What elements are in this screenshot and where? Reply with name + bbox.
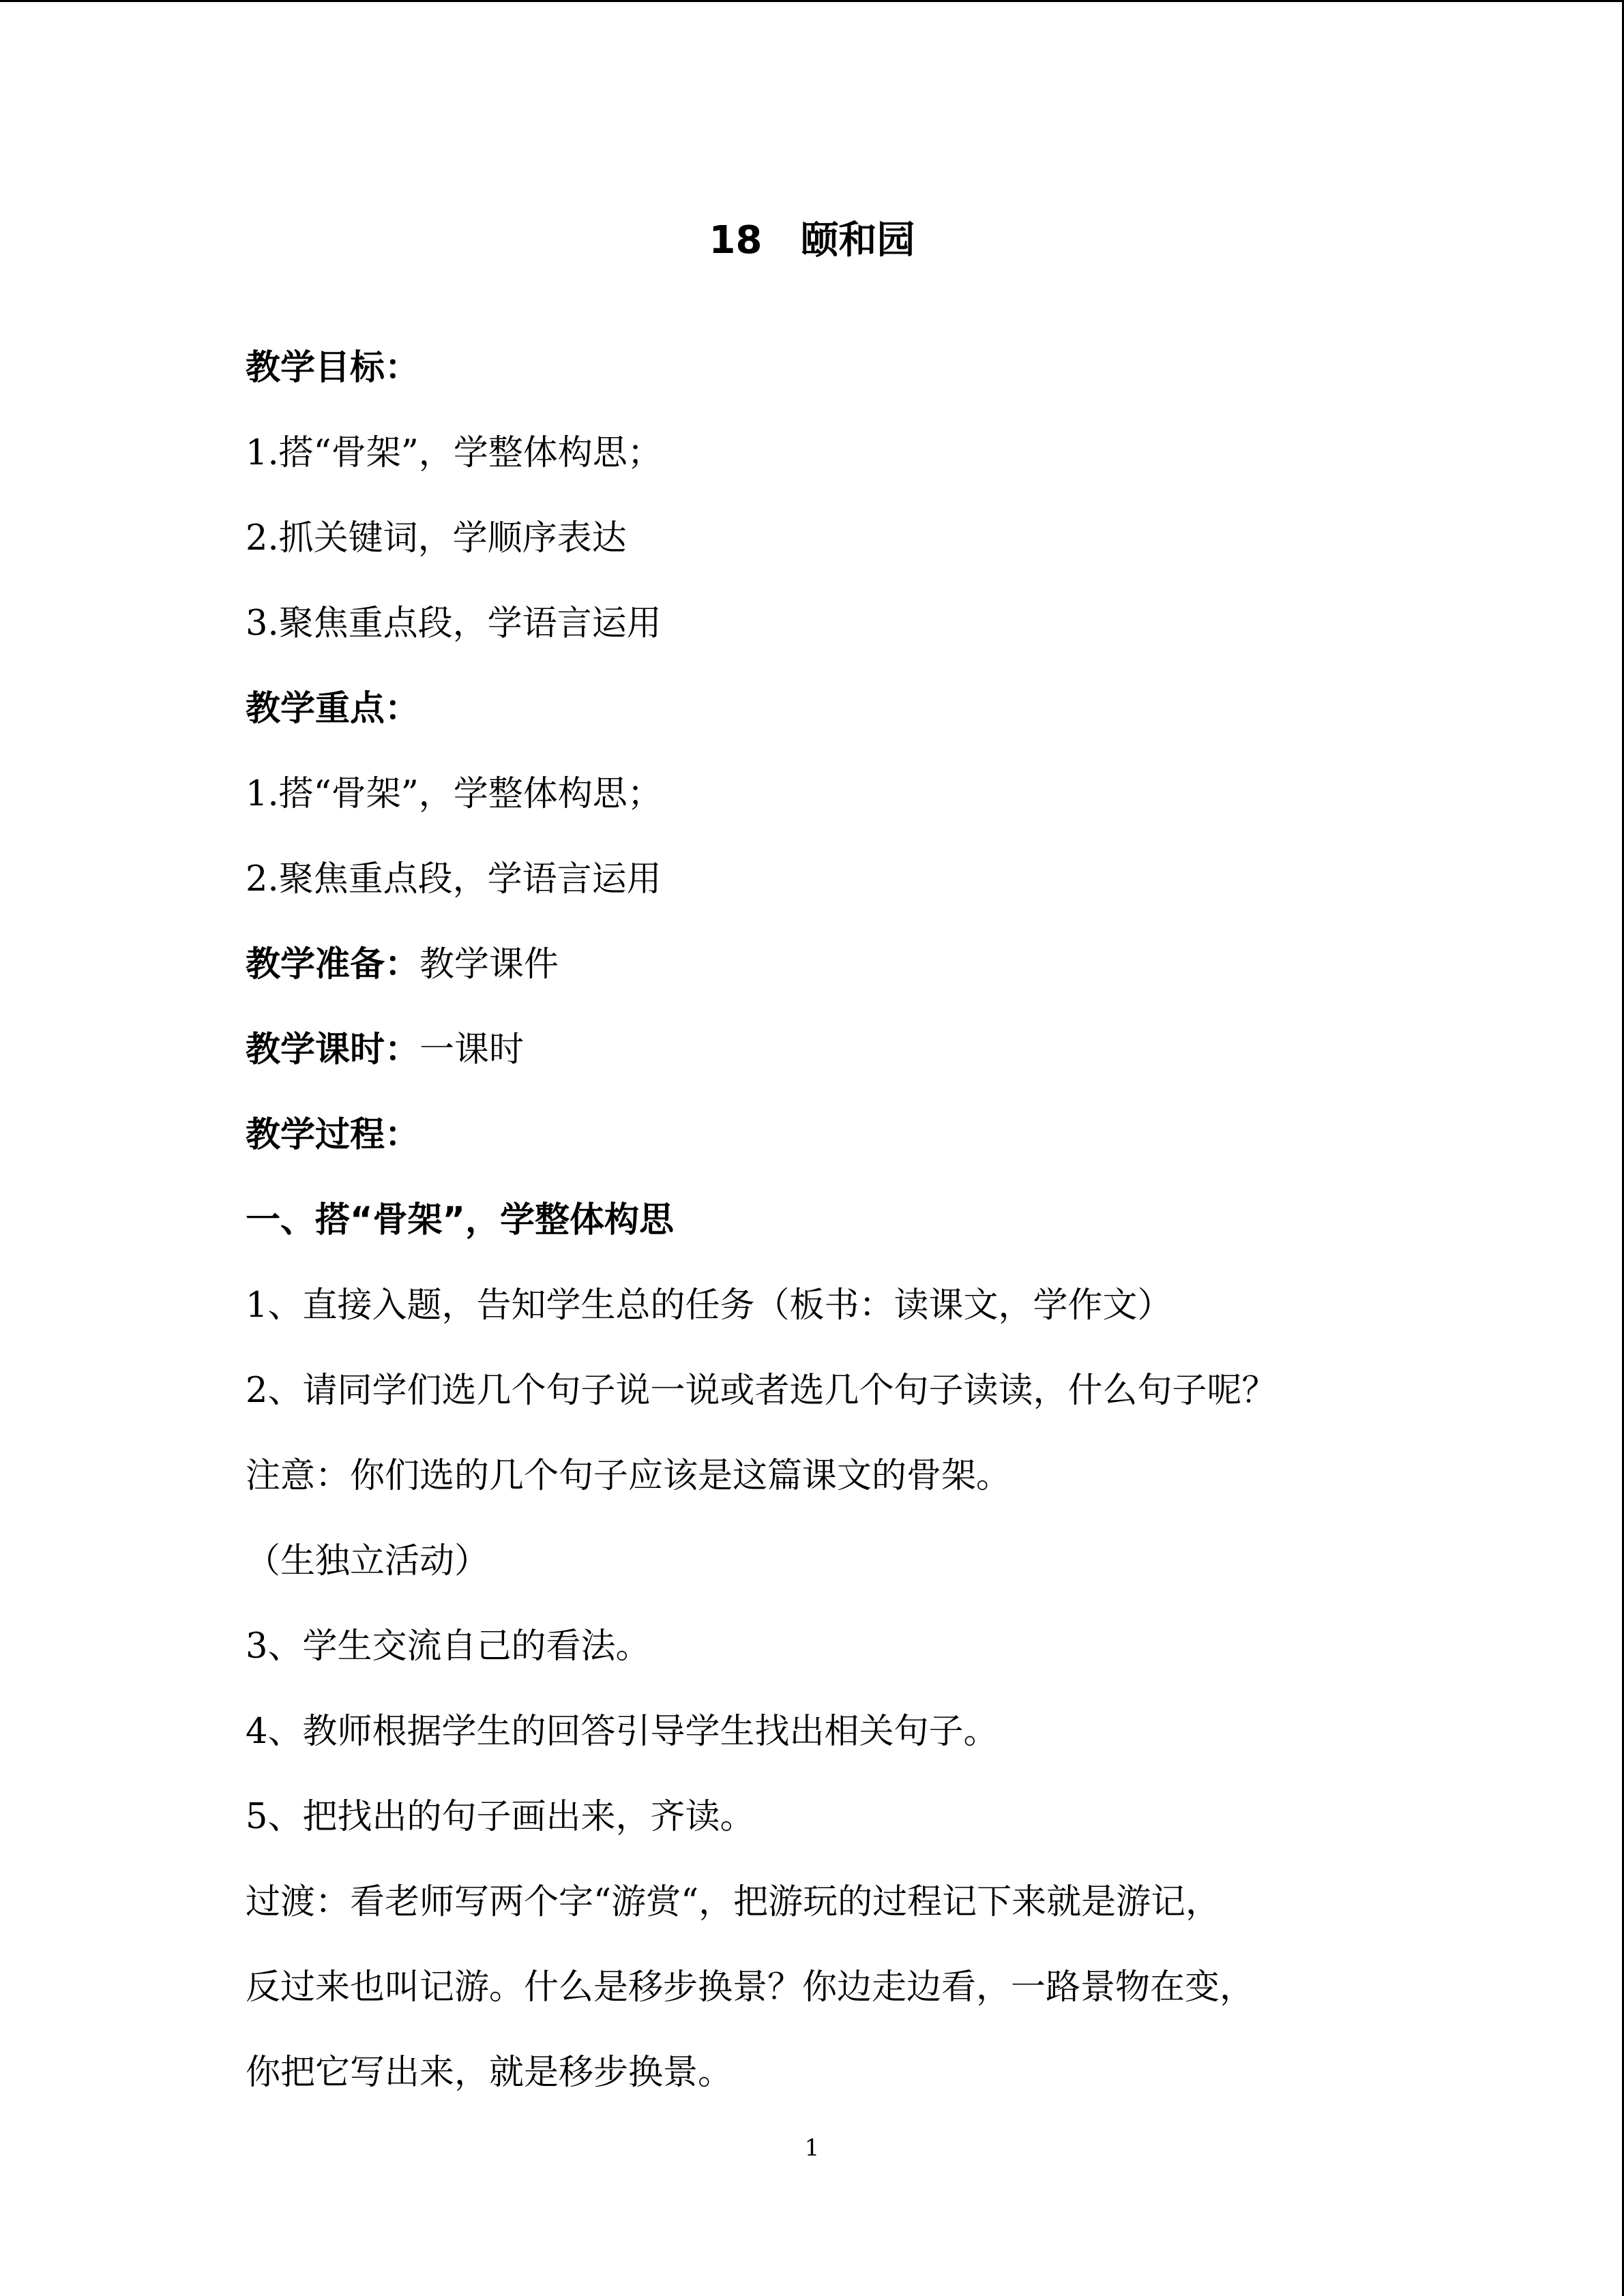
period-label: 教学课时： [246, 1030, 420, 1070]
period-line [246, 1016, 1405, 1101]
page-border-top [0, 0, 1624, 2]
document-body [246, 334, 1405, 2124]
preparation-value: 教学课件 [419, 944, 559, 985]
body-line: 2、请同学们选几个句子说一说或者选几个句子读读，什么句子呢？ [246, 1371, 1277, 1411]
body-line: 注意：你们选的几个句子应该是这篇课文的骨架。 [246, 1456, 1012, 1496]
objective-item: 2.抓关键词，学顺序表达 [246, 518, 627, 558]
keypoint-item: 2.聚焦重点段，学语言运用 [246, 859, 662, 899]
objectives-heading: 教学目标： [246, 348, 420, 388]
body-line: 过渡：看老师写两个字“游赏“，把游玩的过程记下来就是游记， [246, 1882, 1221, 1922]
body-line: 反过来也叫记游。什么是移步换景？你边走边看，一路景物在变， [246, 1967, 1255, 2008]
objective-item: 3.聚焦重点段，学语言运用 [246, 603, 662, 644]
objective-item: 1.搭“骨架”，学整体构思； [246, 433, 662, 473]
period-value: 一课时 [419, 1030, 525, 1070]
preparation-line [246, 931, 1405, 1016]
body-line: 1、直接入题，告知学生总的任务（板书：读课文，学作文） [246, 1285, 1172, 1326]
body-line: 你把它写出来，就是移步换景。 [246, 2053, 733, 2093]
process-heading: 教学过程： [246, 1115, 420, 1155]
keypoints-heading: 教学重点： [246, 689, 420, 729]
body-line: （生独立活动） [246, 1541, 490, 1581]
keypoint-item: 1.搭“骨架”，学整体构思； [246, 774, 662, 814]
body-line: 5、把找出的句子画出来，齐读。 [246, 1797, 755, 1837]
page-title: 18 颐和园 [709, 218, 915, 263]
body-line: 4、教师根据学生的回答引导学生找出相关句子。 [246, 1712, 999, 1752]
page-number: 1 [804, 2134, 820, 2162]
preparation-label: 教学准备： [246, 944, 420, 985]
body-line: 3、学生交流自己的看法。 [246, 1626, 651, 1667]
part1-heading: 一、搭“骨架”，学整体构思 [246, 1200, 675, 1240]
